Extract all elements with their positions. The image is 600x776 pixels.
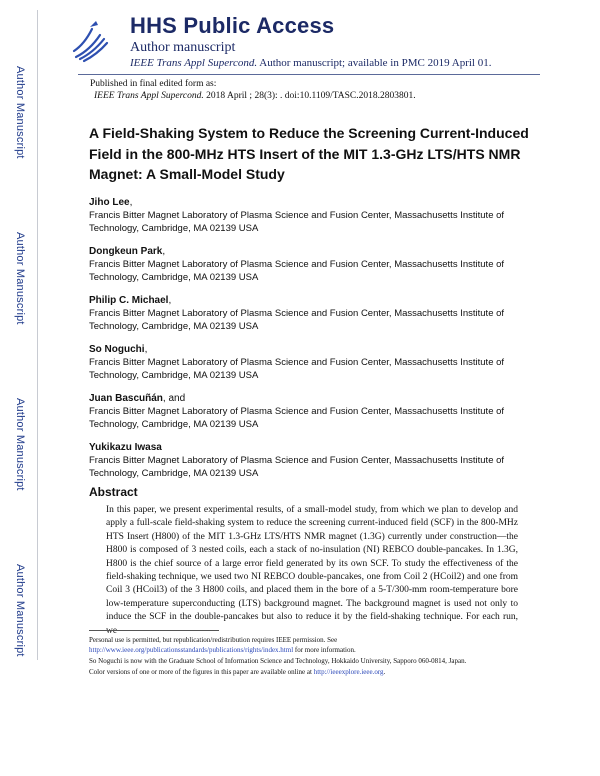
footnote-permission-text: Personal use is permitted, but republication/redistribution requires IEEE permission. See (89, 636, 338, 644)
author-affiliation: Francis Bitter Magnet Laboratory of Plasma Science and Fusion Center, Massachusetts Institute of Technology, Cambridge, MA 02139 USA (89, 357, 505, 381)
citation-journal: IEEE Trans Appl Supercond. (94, 91, 204, 101)
ieeexplore-link[interactable]: http://ieeexplore.ieee.org (313, 668, 384, 676)
footnote-color-tail: . (383, 668, 386, 676)
author-name: Jiho Lee (89, 197, 130, 208)
sidebar-label-3: Author Manuscript (14, 398, 26, 491)
footnotes (89, 635, 519, 678)
citation-details: 2018 April ; 28(3): . doi:10.1109/TASC.2018.2803801. (206, 91, 416, 101)
author-name: Juan Bascuñán (89, 393, 163, 404)
author-affiliation: Francis Bitter Magnet Laboratory of Plasma Science and Fusion Center, Massachusetts Institute of Technology, Cambridge, MA 02139 USA (89, 308, 505, 332)
author-list (89, 196, 529, 490)
footnote-noguchi: So Noguchi is now with the Graduate School of Information Science and Technology, Hokkaido University, Sapporo 060-0814, Japan. (89, 657, 467, 665)
citation-line (90, 90, 416, 102)
publication-info (90, 78, 416, 102)
author-entry (89, 294, 529, 333)
author-entry (89, 392, 529, 431)
author-separator: , and (162, 393, 186, 404)
hhs-eagle-logo-icon (70, 17, 110, 65)
author-affiliation: Francis Bitter Magnet Laboratory of Plasma Science and Fusion Center, Massachusetts Institute of Technology, Cambridge, MA 02139 USA (89, 210, 505, 234)
author-entry (89, 441, 529, 480)
sidebar-label-1: Author Manuscript (14, 66, 26, 159)
journal-name: IEEE Trans Appl Supercond. (130, 57, 258, 69)
abstract-text: In this paper, we present experimental results, of a small-model study, from which we plan to develop and apply a full-scale field-shaking system to reduce the screening current-induced field (SCF) in the 800-MHz HTS Insert (H800) of the MIT 1.3-GHz LTS/HTS NMR magnet (1.3G) currently under construction—the H800 is composed of 3 nested coils, each a stack of no-insulation (NI) REBCO double-pancakes. In 1.3G, H800 is the chief source of a large error field generated by its own SCF. To study the effectiveness of the field-shaking technique, we used two NI REBCO double-pancakes, one from Coil 2 (HCoil2) and one from Coil 3 (HCoil3) of the 3 H800 coils, and placed them in the bore of a 5-T/300-mm room-temperature bore low-temperature superconducting (LTS) background magnet. The background magnet is used not only to induce the SCF in the double-pancakes but also to reduce it by the field-shaking technique. For each run, (106, 505, 518, 623)
author-entry (89, 245, 529, 284)
published-label: Published in final edited form as: (90, 79, 217, 89)
journal-availability (130, 57, 491, 69)
footnote-color-versions (89, 667, 519, 677)
author-name: Philip C. Michael (89, 295, 169, 306)
author-name: Yukikazu Iwasa (89, 442, 162, 453)
author-entry (89, 196, 529, 235)
author-separator: , (162, 246, 166, 257)
hhs-public-access-title: HHS Public Access (130, 13, 335, 38)
author-separator: , (144, 344, 148, 355)
footnote-color-text: Color versions of one or more of the figures in this paper are available online at (89, 668, 314, 676)
footnote-permission (89, 635, 519, 655)
author-entry (89, 343, 529, 382)
sidebar-label-4: Author Manuscript (14, 564, 26, 657)
sidebar-label-2: Author Manuscript (14, 232, 26, 325)
author-affiliation: Francis Bitter Magnet Laboratory of Plasma Science and Fusion Center, Massachusetts Institute of Technology, Cambridge, MA 02139 USA (89, 406, 505, 430)
footnote-permission-tail: for more information. (293, 646, 356, 654)
author-separator: , (168, 295, 172, 306)
ieee-rights-link[interactable]: http://www.ieee.org/publicationsstandards/publications/rights/index.html (89, 646, 294, 654)
sidebar-divider (37, 10, 38, 660)
author-manuscript-label: Author manuscript (130, 40, 236, 55)
author-name: So Noguchi (89, 344, 145, 355)
author-affiliation: Francis Bitter Magnet Laboratory of Plasma Science and Fusion Center, Massachusetts Institute of Technology, Cambridge, MA 02139 USA (89, 259, 505, 283)
footnote-divider (89, 630, 219, 631)
availability-text: Author manuscript; available in PMC 2019 April 01. (259, 57, 492, 69)
abstract-heading: Abstract (89, 485, 138, 499)
author-separator: , (129, 197, 133, 208)
header-divider (78, 74, 540, 75)
author-name: Dongkeun Park (89, 246, 163, 257)
author-affiliation: Francis Bitter Magnet Laboratory of Plasma Science and Fusion Center, Massachusetts Institute of Technology, Cambridge, MA 02139 USA (89, 455, 505, 479)
article-title: A Field-Shaking System to Reduce the Screening Current-Induced Field in the 800-MHz HTS Insert of the MIT 1.3-GHz LTS/HTS NMR Magnet: A Small-Model Study (89, 125, 529, 182)
